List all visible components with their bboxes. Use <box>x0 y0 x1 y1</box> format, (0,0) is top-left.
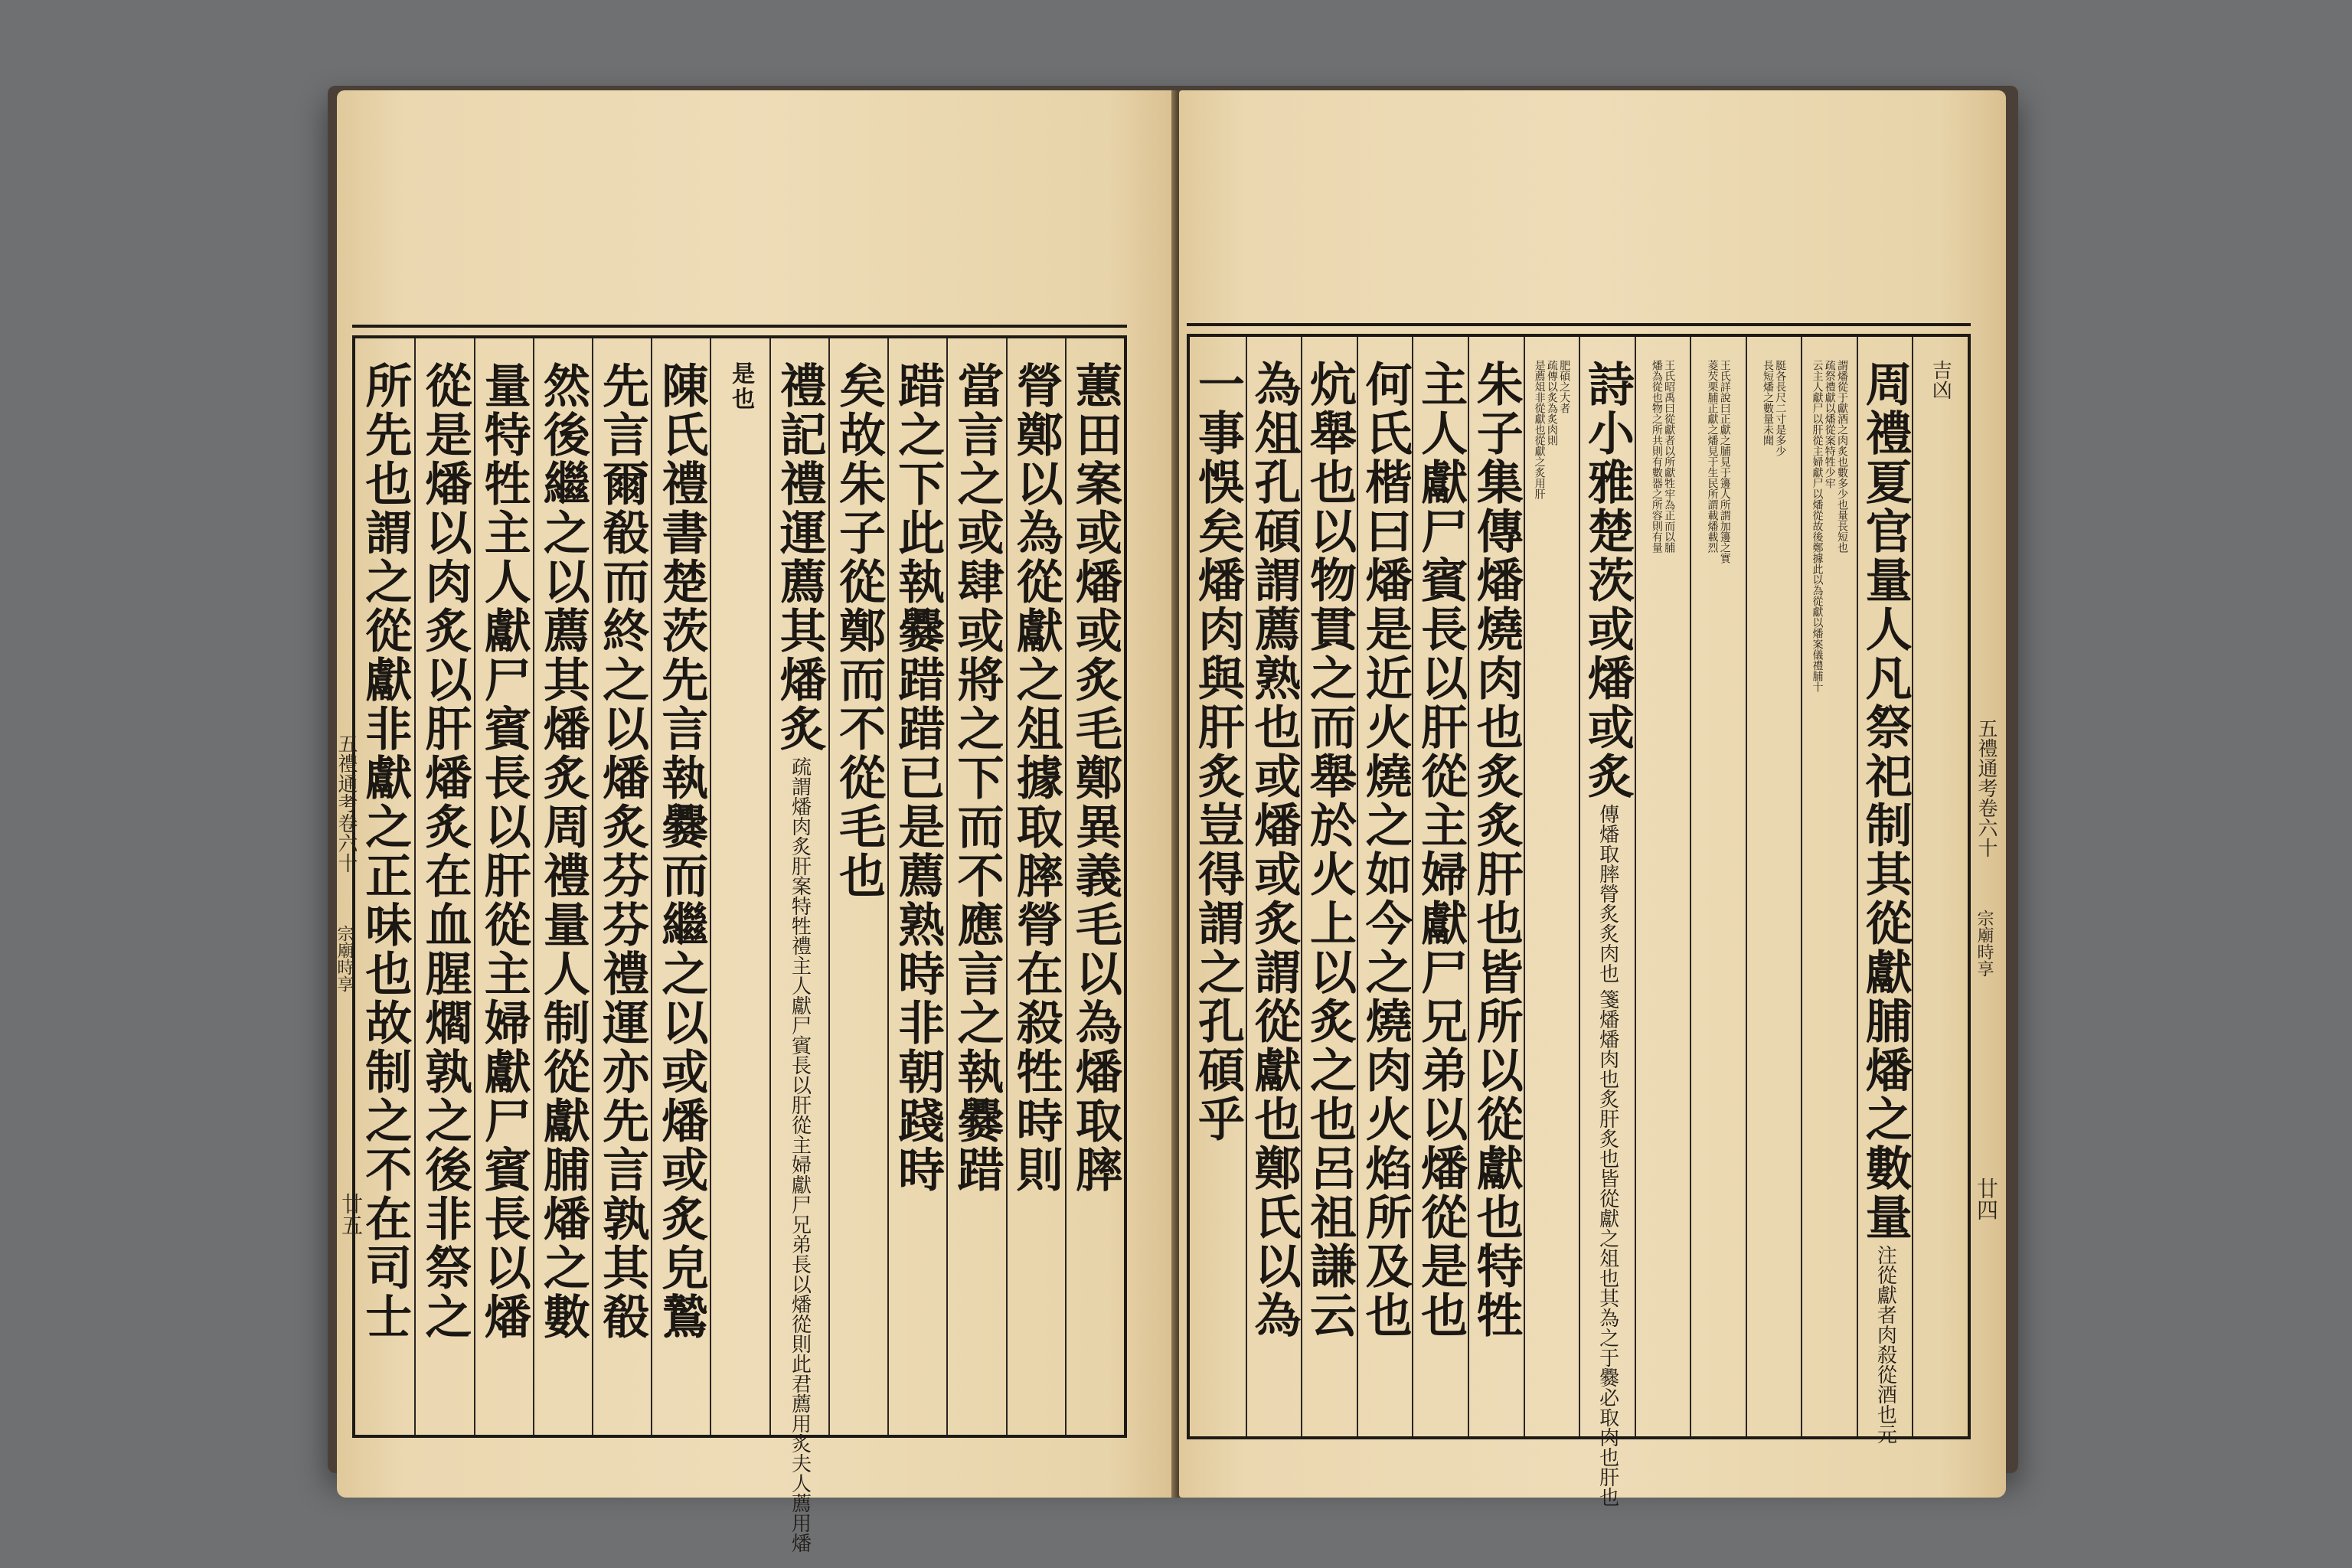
main-text: 陳氏禮書楚茨先言執爨而繼之以或燔或炙皃鷙 <box>654 361 709 1341</box>
text-column <box>1468 337 1524 1436</box>
main-text: 所先也謂之從獻非獻之正味也故制之不在司士 <box>358 361 413 1341</box>
main-text: 蕙田案或燔或炙毛鄭異義毛以為燔取膟 <box>1067 361 1122 1194</box>
margin-sub: 宗廟時享 <box>1975 910 1994 977</box>
right-columns <box>1190 337 1968 1508</box>
main-text: 踖之下此執爨踖踖已是薦熟時非朝踐時 <box>890 361 946 1194</box>
commentary-line: 脡各長尺二寸是多少 <box>1774 360 1787 456</box>
main-text: 然後繼之以薦其燔炙周禮量人制從獻脯燔之數 <box>535 361 590 1341</box>
commentary-line: 謂燔從于獻酒之肉炙也數多少也量長短也 <box>1835 360 1848 553</box>
text-column <box>355 338 414 1435</box>
text-column <box>1301 337 1357 1436</box>
right-text-frame <box>1187 334 1971 1508</box>
commentary-note: 傳燔取膟膋炙炙肉也 箋燔燔肉也炙肝炙也皆從獻之俎也其為之于爨必取肉也肝也 <box>1596 804 1619 1508</box>
main-text: 矣故朱子從鄭而不從毛也 <box>831 361 887 900</box>
commentary-line: 云主人獻尸以肝從主婦獻尸以燔從故後鄭據此以為從獻以燔案儀禮脯十 <box>1811 360 1824 692</box>
text-column <box>1412 337 1468 1436</box>
left-page <box>335 90 1175 1553</box>
commentary-line: 疏祭禮獻以燔從案特牲少牢 <box>1823 360 1836 488</box>
main-text: 禮記禮運薦其燔炙 <box>772 361 827 753</box>
folio: 廿五 <box>338 1193 364 1236</box>
main-text: 何氏楷曰燔是近火燒之如今之燒肉火焰所及也 <box>1357 360 1413 1340</box>
text-column <box>946 338 1005 1435</box>
main-text: 詩小雅楚茨或燔或炙 <box>1579 360 1635 801</box>
text-column <box>1690 337 1746 1436</box>
folio: 廿四 <box>1974 1178 1999 1220</box>
text-column <box>1635 337 1690 1436</box>
text-column <box>1746 337 1802 1436</box>
text-column <box>1524 337 1579 1436</box>
left-columns <box>355 338 1124 1553</box>
text-column <box>414 338 473 1435</box>
main-text: 先言爾殽而終之以燔炙芬芬禮運亦先言孰其殽 <box>595 361 650 1341</box>
margin-sub: 宗廟時享 <box>335 925 354 992</box>
commentary-line: 肥碩之大者 <box>1558 360 1571 413</box>
main-text: 量特牲主人獻尸賓長以肝從主婦獻尸賓長以燔 <box>476 361 531 1341</box>
head-mark: 吉凶 <box>1929 360 1952 400</box>
main-text: 朱子集傳燔燒肉也炙炙肝也皆所以從獻也特牲 <box>1468 360 1524 1340</box>
main-text: 當言之或肆或將之下而不應言之執爨踖 <box>949 361 1004 1194</box>
text-column <box>474 338 533 1435</box>
main-text: 周禮夏官量人凡祭祀制其從獻脯燔之數量 <box>1857 360 1913 1242</box>
commentary-line: 長短燔之數量未聞 <box>1762 360 1775 446</box>
main-text: 膋鄭以為從獻之俎據取膟膋在殺牲時則 <box>1008 361 1063 1194</box>
text-column <box>1857 337 1913 1444</box>
right-page <box>1179 90 2006 1508</box>
margin-label: 五禮通考卷六十 <box>335 733 358 873</box>
text-column <box>592 338 651 1435</box>
main-text: 炕舉也以物貫之而舉於火上以炙之也呂祖謙云 <box>1302 360 1357 1340</box>
commentary-note: 注從獻者肉殺從酒也元 <box>1873 1245 1897 1444</box>
text-column <box>1006 338 1065 1435</box>
commentary-line: 疏傳以炙為炙肉則 <box>1545 360 1558 446</box>
text-column <box>1801 337 1857 1436</box>
left-text-frame <box>352 335 1127 1553</box>
top-rule <box>1187 323 1971 326</box>
text-column <box>769 338 828 1553</box>
main-text: 一事悞矣燔肉與肝炙豈得謂之孔碩乎 <box>1190 360 1245 1144</box>
commentary-line: 王氏昭禹曰從獻者以所獻牲牢為正而以脯 <box>1663 360 1676 553</box>
commentary-line: 燔為從也物之所共則有數器之所容則有量 <box>1650 360 1663 553</box>
text-column <box>651 338 710 1435</box>
main-text: 從是燔以肉炙以肝燔炙在血腥爓孰之後非祭之 <box>417 361 472 1341</box>
text-column <box>1579 337 1635 1508</box>
text-column <box>710 338 769 1435</box>
text-column <box>1190 337 1246 1436</box>
text-column <box>1912 337 1968 1436</box>
text-column <box>887 338 946 1435</box>
commentary-note: 疏謂燔肉炙肝案特牲禮主人獻尸賓長以肝從主婦獻尸兄弟長以燔從則此君薦用炙夫人薦用燔 <box>788 756 812 1553</box>
text-column <box>1065 338 1124 1435</box>
margin-label: 五禮通考卷六十 <box>1975 718 1998 858</box>
commentary-line: 是薦俎非從獻也從獻之炙用肝 <box>1533 360 1546 499</box>
text-column <box>1357 337 1413 1436</box>
commentary-line: 王氏詳說曰正獻之脯見于籩人所謂加籩之實 <box>1718 360 1731 564</box>
text-column <box>1246 337 1302 1436</box>
commentary-line: 菱芡栗脯正獻之燔見于生民所謂載燔載烈 <box>1706 360 1719 553</box>
top-rule <box>352 325 1127 328</box>
text-column <box>828 338 887 1435</box>
text-column <box>533 338 592 1435</box>
main-text: 為俎孔碩謂薦熟也或燔或炙謂從獻也鄭氏以為 <box>1246 360 1302 1340</box>
main-text: 是也 <box>727 361 755 412</box>
main-text: 主人獻尸賓長以肝從主婦獻尸兄弟以燔從是也 <box>1413 360 1468 1340</box>
